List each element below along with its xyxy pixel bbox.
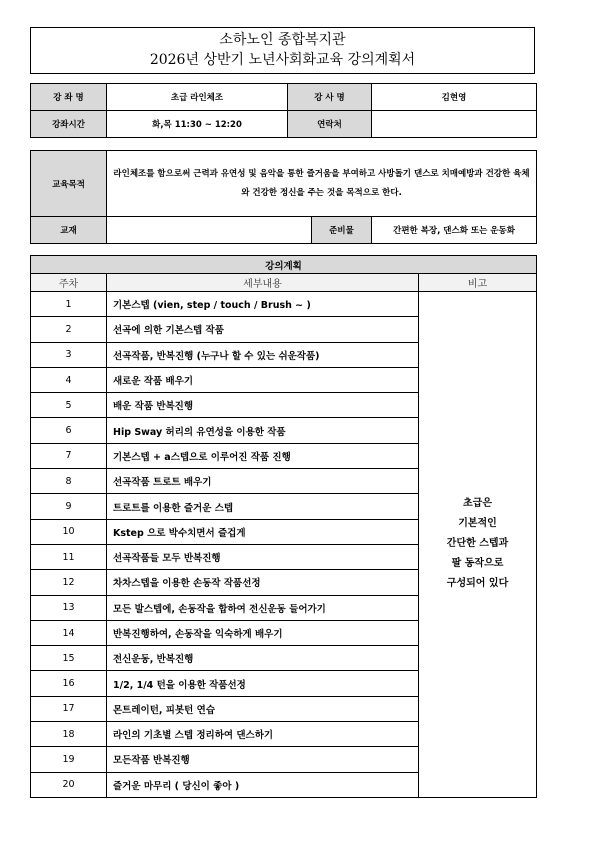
- week-number: 3: [31, 342, 107, 367]
- week-number: 9: [31, 494, 107, 519]
- week-content: 차차스텝을 이용한 손동작 작품선정: [107, 570, 419, 595]
- week-content: 기본스텝 + a스텝으로 이루어진 작품 진행: [107, 443, 419, 468]
- plan-note: 초급은 기본적인 간단한 스텝과 팔 동작으로 구성되어 있다: [419, 292, 537, 798]
- course-time-label: 강좌시간: [31, 111, 107, 138]
- week-content: 선곡작품 트로트 배우기: [107, 469, 419, 494]
- purpose-text: 라인체조를 함으로써 근력과 유연성 및 음악을 통한 즐거움을 부여하고 사방돌기 댄스로 치매예방과 건강한 육체와 건강한 정신을 주는 것을 목적으로 한다.: [107, 151, 537, 217]
- instructor-value: 김현영: [372, 84, 537, 111]
- week-number: 2: [31, 317, 107, 342]
- document-title: [30, 27, 535, 74]
- contact-label: 연락처: [288, 111, 372, 138]
- week-content: 몬트레이턴, 피봇턴 연습: [107, 696, 419, 721]
- week-content: 1/2, 1/4 턴을 이용한 작품선정: [107, 671, 419, 696]
- course-name-label: 강 좌 명: [31, 84, 107, 111]
- week-content: 선곡작품, 반복진행 (누구나 할 수 있는 쉬운작품): [107, 342, 419, 367]
- material-label: 교재: [31, 217, 107, 244]
- week-number: 13: [31, 595, 107, 620]
- week-number: 20: [31, 772, 107, 797]
- week-number: 11: [31, 544, 107, 569]
- prep-label: 준비물: [312, 217, 372, 244]
- week-content: 트로트를 이용한 즐거운 스텝: [107, 494, 419, 519]
- week-number: 18: [31, 722, 107, 747]
- week-content: 전신운동, 반복진행: [107, 646, 419, 671]
- week-number: 1: [31, 292, 107, 317]
- week-content: Hip Sway 허리의 유연성을 이용한 작품: [107, 418, 419, 443]
- week-content: 라인의 기초별 스텝 정리하여 댄스하기: [107, 722, 419, 747]
- table-row: [31, 292, 537, 317]
- week-number: 7: [31, 443, 107, 468]
- week-number: 17: [31, 696, 107, 721]
- week-number: 15: [31, 646, 107, 671]
- week-number: 5: [31, 393, 107, 418]
- title-line-1: 소하노인 종합복지관: [219, 32, 346, 48]
- week-content: 선곡작품들 모두 반복진행: [107, 544, 419, 569]
- week-content: 즐거운 마무리 ( 당신이 좋아 ): [107, 772, 419, 797]
- week-number: 12: [31, 570, 107, 595]
- lecture-plan-table: [30, 255, 537, 798]
- week-content: 반복진행하여, 손동작을 익숙하게 배우기: [107, 620, 419, 645]
- column-header-note: 비고: [419, 274, 537, 292]
- week-number: 16: [31, 671, 107, 696]
- week-content: 선곡에 의한 기본스텝 작품: [107, 317, 419, 342]
- week-content: 모든작품 반복진행: [107, 747, 419, 772]
- week-content: 새로운 작품 배우기: [107, 367, 419, 392]
- week-number: 8: [31, 469, 107, 494]
- week-number: 19: [31, 747, 107, 772]
- week-content: 배운 작품 반복진행: [107, 393, 419, 418]
- purpose-label: 교육목적: [31, 151, 107, 217]
- week-number: 10: [31, 519, 107, 544]
- week-content: 모든 발스텝에, 손동작을 합하여 전신운동 들어가기: [107, 595, 419, 620]
- week-content: 기본스텝 (vien, step / touch / Brush ~ ): [107, 292, 419, 317]
- week-number: 6: [31, 418, 107, 443]
- column-header-content: 세부내용: [107, 274, 419, 292]
- column-header-week: 주차: [31, 274, 107, 292]
- course-time-value: 화,목 11:30 ~ 12:20: [107, 111, 288, 138]
- week-number: 4: [31, 367, 107, 392]
- instructor-label: 강 사 명: [288, 84, 372, 111]
- material-value: [107, 217, 312, 244]
- course-name-value: 초급 라인체조: [107, 84, 288, 111]
- prep-value: 간편한 복장, 댄스화 또는 운동화: [372, 217, 537, 244]
- week-number: 14: [31, 620, 107, 645]
- plan-caption: 강의계획: [31, 256, 537, 274]
- purpose-table: [30, 150, 537, 244]
- title-line-2: 2026년 상반기 노년사회화교육 강의계획서: [149, 52, 416, 68]
- contact-value: [372, 111, 537, 138]
- course-info-table: [30, 83, 537, 138]
- week-content: Kstep 으로 박수치면서 즐겁게: [107, 519, 419, 544]
